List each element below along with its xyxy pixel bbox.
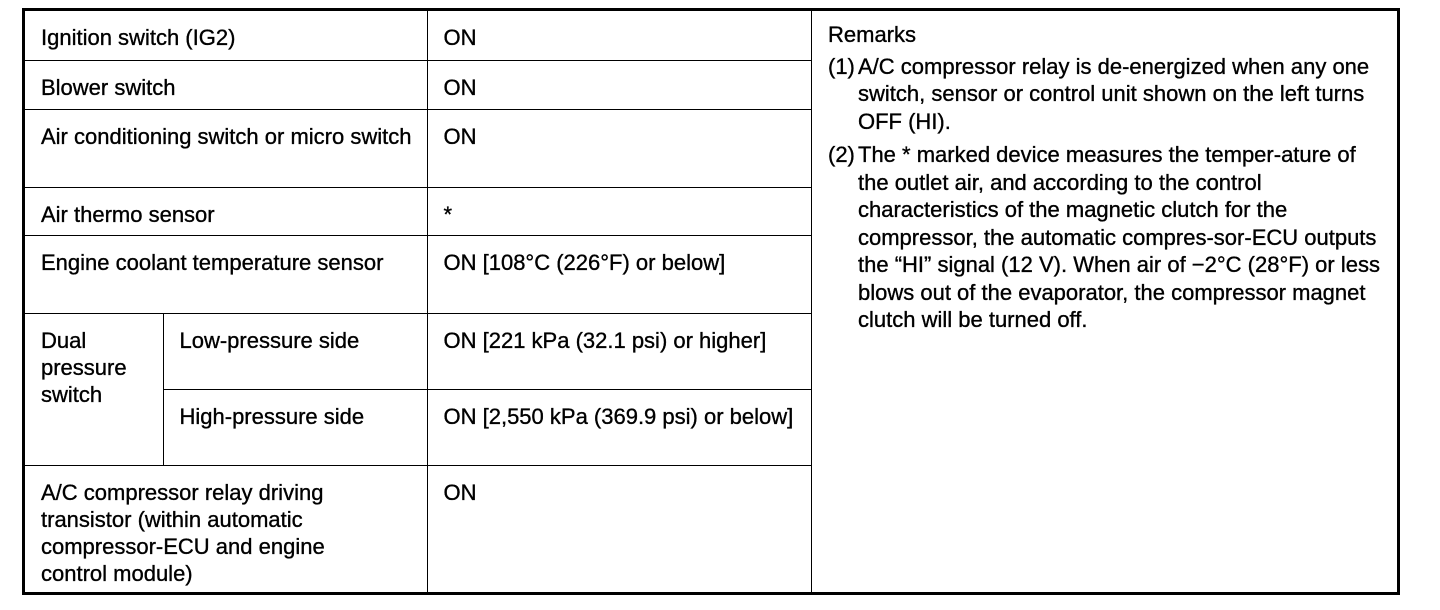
condition-item: Ignition switch (IG2) xyxy=(25,11,427,60)
table-row xyxy=(25,465,811,592)
dual-pressure-switch-label: Dual pressure switch xyxy=(25,313,163,465)
table-row xyxy=(25,60,811,109)
table-row xyxy=(25,187,811,235)
table-row xyxy=(25,11,811,60)
table-row xyxy=(25,313,811,389)
low-pressure-state: ON [221 kPa (32.1 psi) or higher] xyxy=(427,313,811,389)
conditions-document xyxy=(22,8,1400,595)
remarks-panel xyxy=(811,11,1397,592)
condition-state: ON xyxy=(427,109,811,187)
condition-item: Air thermo sensor xyxy=(25,187,427,235)
low-pressure-side-label: Low-pressure side xyxy=(163,313,427,389)
high-pressure-state: ON [2,550 kPa (369.9 psi) or below] xyxy=(427,389,811,465)
remark-text: A/C compressor relay is de-energized when any one switch, sensor or control unit shown on the left turns OFF (HI). xyxy=(858,53,1370,134)
condition-item: Blower switch xyxy=(25,60,427,109)
table-row xyxy=(25,109,811,187)
table-row xyxy=(25,235,811,313)
remark-item xyxy=(828,141,1383,334)
remark-number: (2) xyxy=(828,142,855,167)
conditions-table xyxy=(25,11,812,592)
relay-transistor-state: ON xyxy=(427,465,811,592)
remark-item xyxy=(828,53,1383,136)
condition-state: ON xyxy=(427,60,811,109)
relay-transistor-item: A/C compressor relay driving transistor (within automatic compressor-ECU and engine control module) xyxy=(25,465,427,592)
condition-item: Engine coolant temperature sensor xyxy=(25,235,427,313)
remark-number: (1) xyxy=(828,53,855,79)
condition-item: Air conditioning switch or micro switch xyxy=(25,109,427,187)
condition-state: * xyxy=(427,187,811,235)
remark-text: The * marked device measures the temper-ature of the outlet air, and according to the control characteristics of the magnetic clutch for the compressor, the automatic compres-sor-ECU outputs the “HI” signal (12 V). When air of −2°C (28°F) or less blows out of the evaporator, the compressor magnet clutch will be turned off. xyxy=(858,142,1380,332)
condition-state: ON xyxy=(427,11,811,60)
high-pressure-side-label: High-pressure side xyxy=(163,389,427,465)
condition-state: ON [108°C (226°F) or below] xyxy=(427,235,811,313)
remarks-title: Remarks xyxy=(828,22,917,47)
